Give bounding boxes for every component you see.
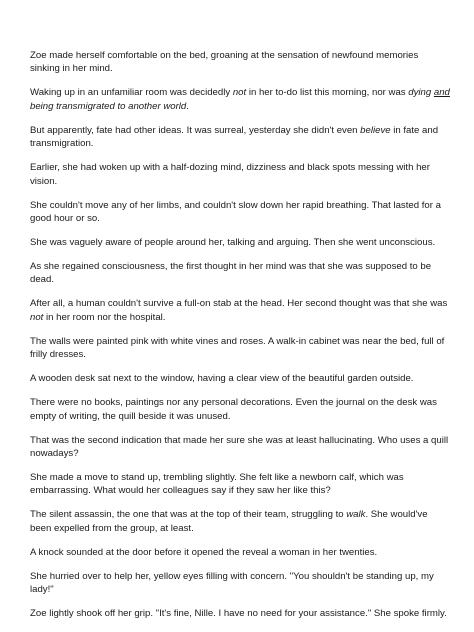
text-run: not <box>30 311 44 323</box>
document-body <box>30 49 450 631</box>
text-run: The silent assassin, the one that was at the top of their team, struggling to <box>30 509 347 521</box>
text-run: After all, a human couldn't survive a full-on stab at the head. Her second thought was that she was <box>30 298 448 310</box>
text-run: walk <box>346 509 366 521</box>
text-run: not <box>232 87 247 99</box>
paragraph <box>30 161 450 188</box>
paragraph <box>30 236 450 249</box>
paragraph <box>30 434 450 461</box>
paragraph <box>30 335 450 362</box>
text-run: in her to-do list this morning, nor was <box>246 87 409 99</box>
paragraph <box>30 297 450 324</box>
paragraph <box>30 49 450 76</box>
text-run: That was the second indication that made her sure she was at least hallucinating. Who uses a quill nowadays? <box>30 434 449 460</box>
text-run: A knock sounded at the door before it opened the reveal a woman in her twenties. <box>30 546 378 558</box>
text-run: As she regained consciousness, the first thought in her mind was that she was supposed to be dead. <box>30 261 432 286</box>
text-run: She hurried over to help her, yellow eyes filling with concern. "You shouldn't be standing up, my lady!" <box>30 570 434 596</box>
text-run: She couldn't move any of her limbs, and couldn't slow down her rapid breathing. That lasted for a good hour or so. <box>30 199 441 225</box>
text-run: The walls were painted pink with white vines and roses. A walk-in cabinet was near the bed, full of frilly dresses. <box>30 335 445 361</box>
text-run: in her room nor the hospital. <box>43 311 166 323</box>
text-run: . <box>186 100 189 112</box>
text-run: But apparently, fate had other ideas. It was surreal, yesterday she didn't even <box>30 124 361 136</box>
text-run: . She would've been expelled from the group, at least. <box>30 509 428 534</box>
paragraph <box>30 199 450 226</box>
text-run: Waking up in an unfamiliar room was decidedly <box>30 87 233 99</box>
paragraph <box>30 372 450 385</box>
text-run: being transmigrated to another world <box>30 100 187 112</box>
paragraph <box>30 508 450 535</box>
paragraph <box>30 607 450 620</box>
text-run: There were no books, paintings nor any personal decorations. Even the journal on the desk was empty of writing, the quill beside it was unused. <box>30 397 437 422</box>
text-run: believe <box>360 124 391 136</box>
text-run: Zoe lightly shook off her grip. "It's fine, Nille. I have no need for your assistance." She spoke firmly. <box>30 608 447 620</box>
text-run: She made a move to stand up, trembling slightly. She felt like a newborn calf, which was embarrassing. What would her colleagues say if they saw her like this? <box>30 472 404 497</box>
paragraph <box>30 260 450 287</box>
text-run: in fate and transmigration. <box>30 124 439 150</box>
paragraph <box>30 546 450 559</box>
paragraph <box>30 124 450 151</box>
text-run: Earlier, she had woken up with a half-dozing mind, dizziness and black spots messing with her vision. <box>30 162 430 187</box>
paragraph <box>30 86 450 113</box>
text-run: A wooden desk sat next to the window, having a clear view of the beautiful garden outside. <box>30 373 414 385</box>
text-run: Zoe made herself comfortable on the bed, groaning at the sensation of newfound memories sinking in her mind. <box>30 50 419 75</box>
paragraph <box>30 570 450 597</box>
text-run: dying <box>408 87 432 99</box>
paragraph <box>30 396 450 423</box>
text-run: She was vaguely aware of people around her, talking and arguing. Then she went unconscious. <box>30 237 436 249</box>
text-run: and <box>433 87 450 99</box>
paragraph <box>30 471 450 498</box>
